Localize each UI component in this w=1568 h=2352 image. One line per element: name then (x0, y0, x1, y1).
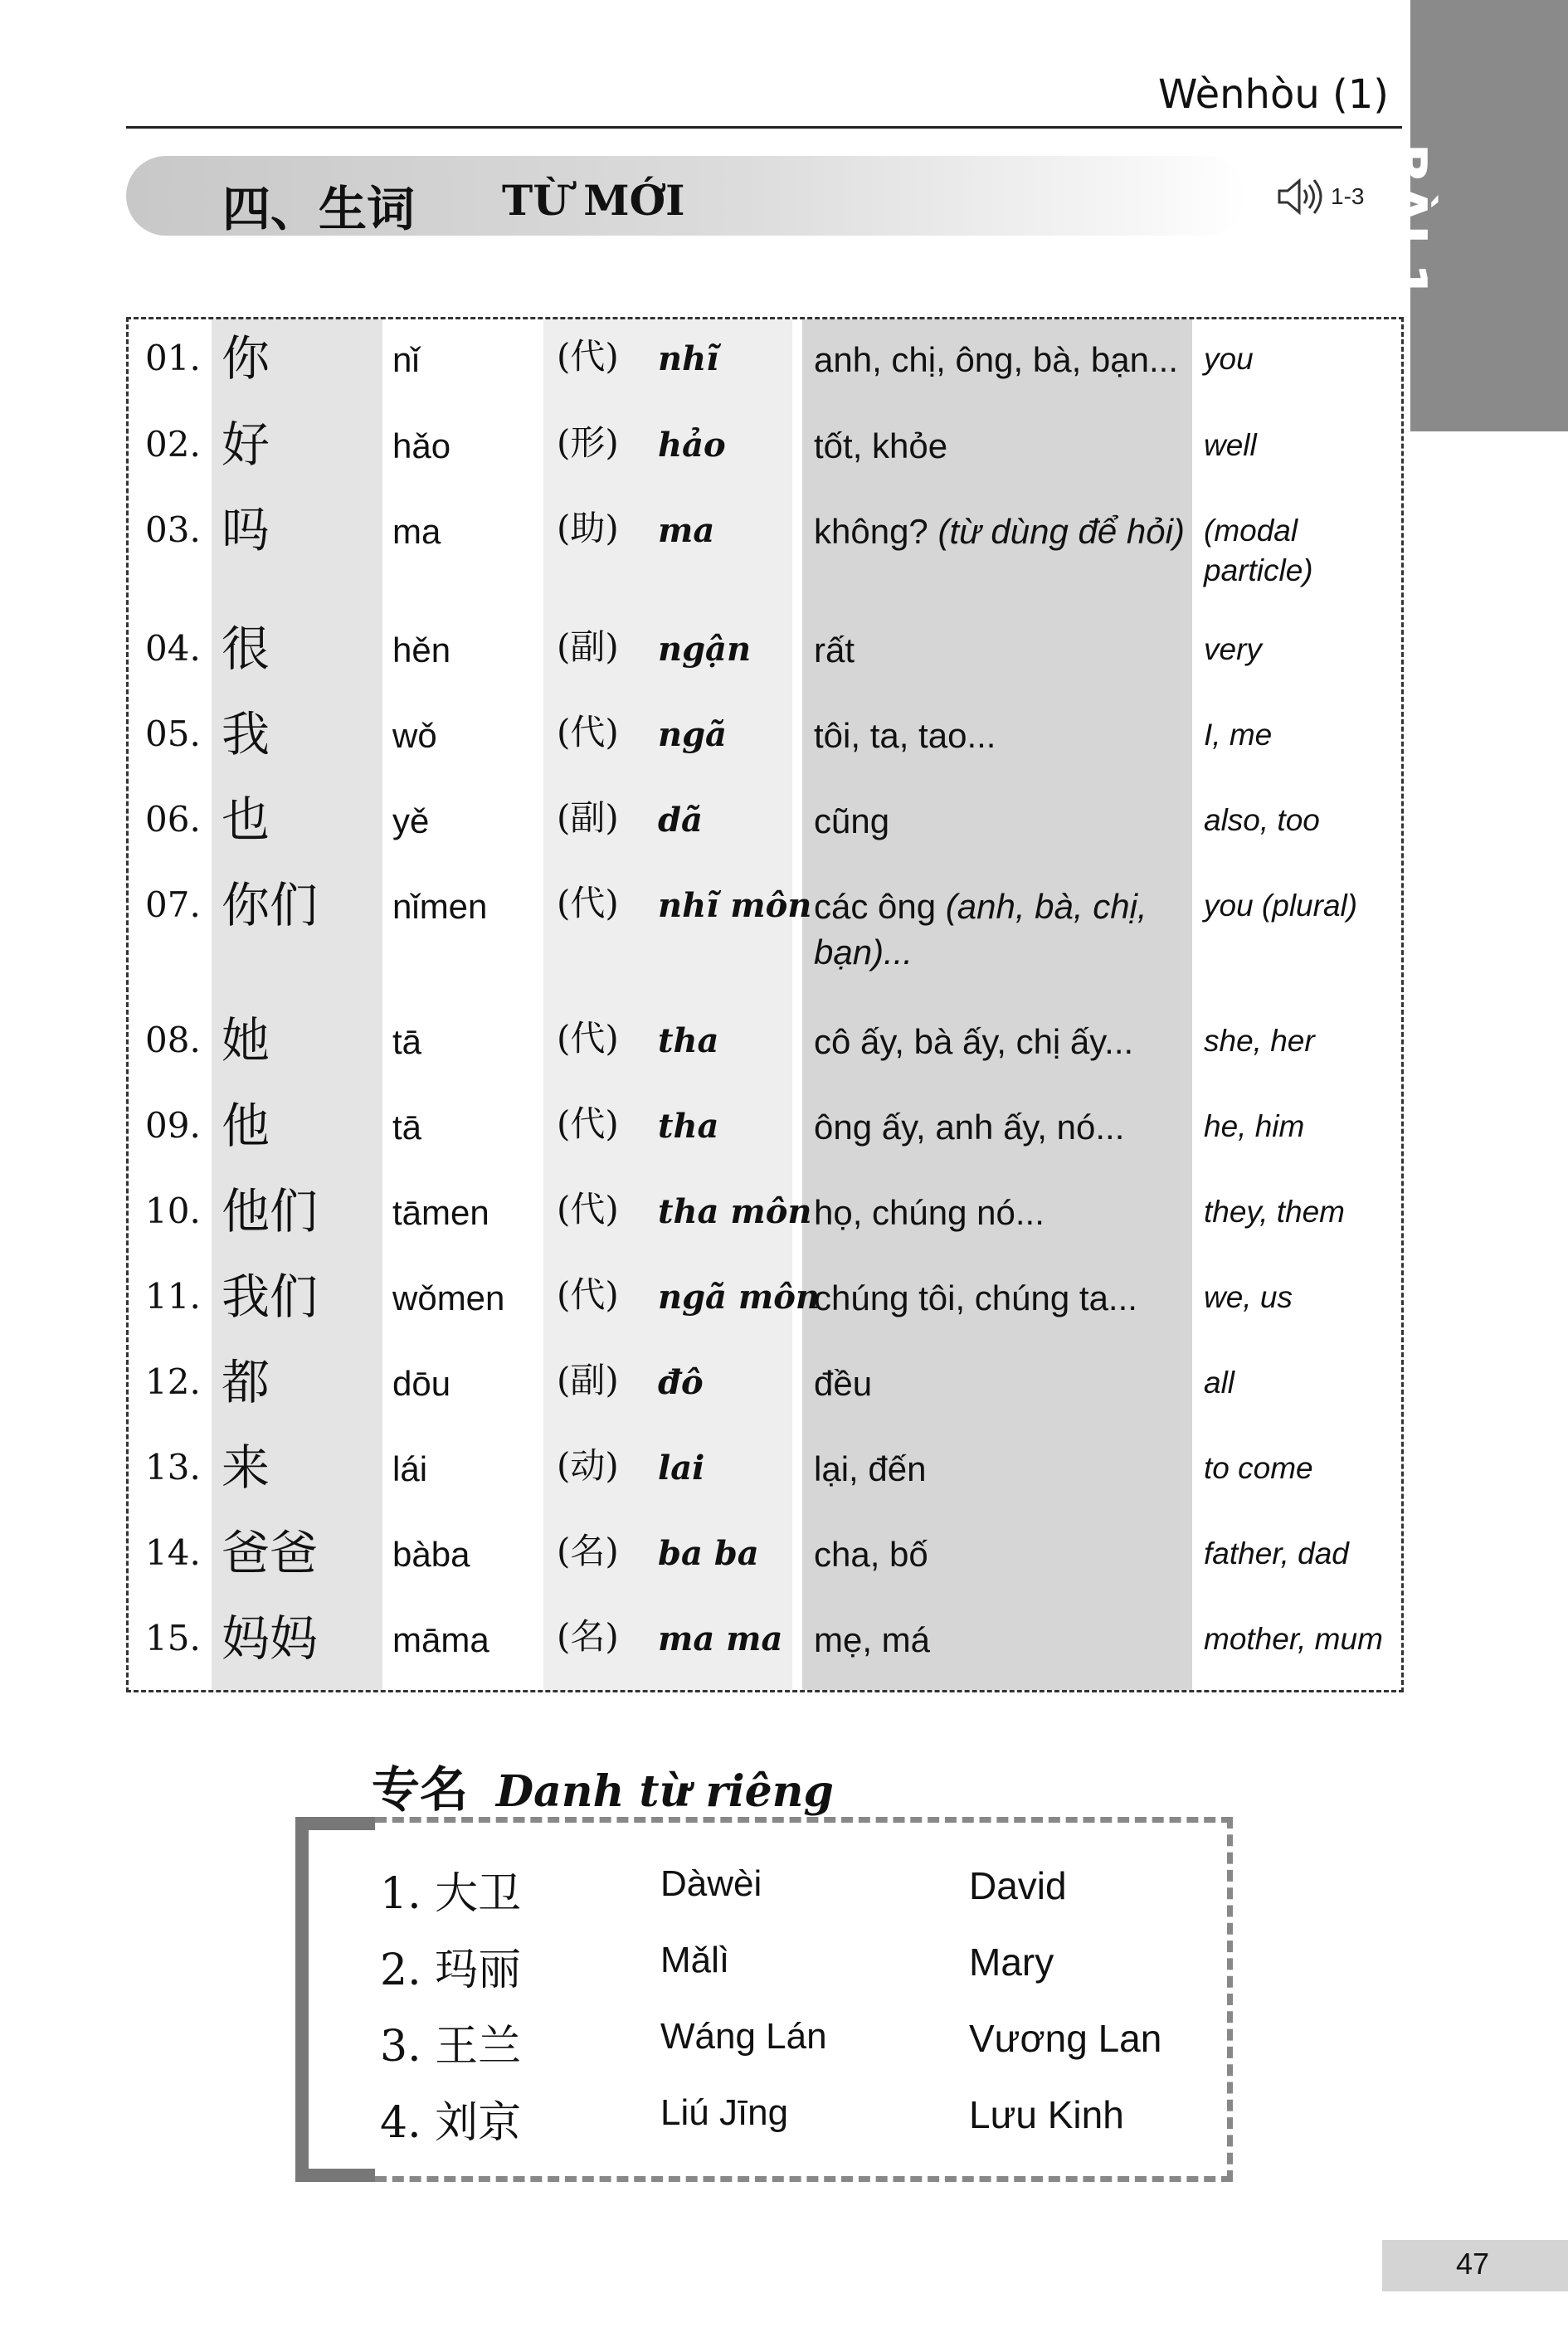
vocab-english: well (1204, 428, 1257, 462)
audio-track-number: 1-3 (1331, 183, 1365, 209)
vocab-hanviet: lai (658, 1449, 705, 1488)
vocab-part-of-speech: (名) (557, 1531, 619, 1571)
vocab-pinyin: tā (392, 1022, 422, 1061)
vocab-hanviet: dã (658, 801, 703, 840)
speaker-icon (1276, 176, 1322, 217)
vocab-vietnamese (814, 628, 1204, 674)
section-title-chinese: 四、生词 (222, 181, 416, 237)
vocab-part-of-speech: (副) (557, 1360, 619, 1400)
proper-name-hanzi: 3. 王兰 (380, 2022, 522, 2072)
vocab-vietnamese (814, 1618, 1204, 1663)
proper-names-title-vietnamese: Danh từ riêng (496, 1766, 834, 1817)
proper-names-title-chinese: 专名 (372, 1761, 469, 1818)
section-title-vietnamese: TỪ MỚI (502, 176, 685, 225)
vocab-hanzi: 你 (222, 330, 270, 387)
vocab-number: 05. (145, 713, 201, 754)
vocab-pinyin: nǐ (392, 340, 420, 379)
vocab-vietnamese-text: cô ấy, bà ấy, chị ấy... (814, 1022, 1134, 1061)
running-title: Wènhòu (1) (1157, 71, 1389, 118)
vocab-pinyin: bàba (392, 1535, 470, 1574)
lesson-tab-label: BÀI 1 (1376, 143, 1437, 300)
proper-name-row (295, 1935, 1233, 2011)
vocab-english: you (plural) (1204, 889, 1358, 923)
vocab-row (129, 1351, 1401, 1434)
vocab-hanzi: 你们 (222, 877, 319, 933)
vocab-number: 03. (145, 509, 201, 550)
proper-name-hanzi: 2. 玛丽 (380, 1945, 522, 1995)
vocab-hanzi: 他们 (222, 1183, 319, 1239)
vocab-vietnamese (814, 509, 1204, 555)
vocab-pinyin: yě (392, 801, 430, 840)
vocab-english: she, her (1204, 1024, 1315, 1058)
vocab-number: 15. (145, 1618, 201, 1658)
vocab-row (129, 874, 1401, 1007)
vocab-hanzi: 我们 (222, 1269, 319, 1325)
vocab-vietnamese (814, 1532, 1204, 1578)
vocab-vietnamese-text: chúng tôi, chúng ta... (814, 1278, 1137, 1317)
vocab-hanzi: 很 (222, 621, 270, 677)
vocab-english: you (1204, 342, 1254, 376)
vocab-number: 04. (145, 628, 201, 669)
vocab-row (129, 618, 1401, 701)
vocab-english: also, too (1204, 803, 1320, 837)
vocab-hanviet: ma (658, 511, 715, 550)
vocab-english: they, them (1204, 1195, 1346, 1229)
vocab-row (129, 499, 1401, 616)
vocab-vietnamese (814, 1105, 1204, 1151)
vocab-english: we, us (1204, 1280, 1293, 1314)
proper-name-pinyin: Dàwèi (660, 1863, 762, 1904)
vocab-vietnamese-note: (từ dùng để hỏi) (937, 512, 1185, 551)
proper-name-row (295, 2011, 1233, 2087)
vocab-part-of-speech: (名) (557, 1616, 619, 1657)
vocab-number: 08. (145, 1020, 201, 1060)
vocab-hanviet: đô (658, 1363, 704, 1402)
vocab-part-of-speech: (代) (557, 1018, 619, 1059)
proper-name-pinyin: Wáng Lán (660, 2016, 827, 2057)
vocab-row (129, 1608, 1401, 1691)
vocab-vietnamese (814, 1361, 1204, 1407)
vocab-row (129, 1522, 1401, 1605)
vocab-hanzi: 妈妈 (222, 1610, 319, 1667)
vocab-vietnamese (814, 338, 1204, 383)
header-rule (126, 126, 1402, 129)
vocab-part-of-speech: (代) (557, 1274, 619, 1315)
proper-name-row (295, 2087, 1233, 2164)
proper-name-hanzi: 1. 大卫 (380, 1869, 522, 1919)
vocab-pinyin: tāmen (392, 1193, 489, 1232)
proper-name-row (295, 1858, 1233, 1935)
vocab-vietnamese-text: mẹ, má (814, 1620, 931, 1659)
vocab-hanzi: 他 (222, 1098, 270, 1154)
vocab-vietnamese-note-line2: bạn)... (814, 932, 913, 971)
audio-track-button[interactable] (1276, 176, 1364, 217)
vocab-english: mother, mum (1204, 1622, 1383, 1656)
vocab-vietnamese-text: cha, bố (814, 1535, 928, 1574)
vocab-row (129, 789, 1401, 872)
vocab-hanviet: tha (658, 1021, 719, 1060)
vocab-vietnamese (814, 713, 1204, 759)
vocab-english: very (1204, 632, 1262, 666)
vocab-vietnamese-text: ông ấy, anh ấy, nó... (814, 1108, 1125, 1147)
vocab-vietnamese (814, 799, 1204, 845)
vocab-vietnamese (814, 1447, 1204, 1493)
vocab-english: father, dad (1204, 1536, 1349, 1570)
vocab-number: 06. (145, 799, 201, 840)
vocab-part-of-speech: (代) (557, 1189, 619, 1230)
vocab-row (129, 1010, 1401, 1093)
vocab-hanviet: ngã môn (658, 1278, 820, 1317)
vocab-vietnamese (814, 424, 1204, 470)
vocab-vietnamese-text: không? (814, 512, 928, 551)
vocab-vietnamese (814, 1191, 1204, 1236)
vocab-vietnamese-text: tốt, khỏe (814, 426, 948, 465)
vocab-row (129, 414, 1401, 497)
vocab-hanviet: ba ba (658, 1534, 759, 1573)
proper-names-heading (372, 1751, 834, 1820)
vocab-part-of-speech: (代) (557, 1103, 619, 1144)
vocabulary-table (126, 317, 1404, 1692)
vocab-part-of-speech: (助) (557, 508, 619, 548)
vocab-english: I, me (1204, 718, 1273, 752)
vocab-vietnamese-text: đều (814, 1364, 873, 1403)
vocab-hanzi: 好 (222, 416, 270, 473)
vocab-english: he, him (1204, 1109, 1305, 1143)
vocab-vietnamese-text: họ, chúng nó... (814, 1193, 1045, 1232)
vocab-vietnamese-text: tôi, ta, tao... (814, 716, 996, 755)
vocab-english: (modal particle) (1204, 514, 1313, 588)
vocab-hanviet: tha (658, 1107, 719, 1146)
vocab-part-of-speech: (代) (557, 712, 619, 752)
vocab-hanzi: 我 (222, 706, 270, 762)
vocab-hanviet: nhĩ (658, 339, 719, 378)
vocab-pinyin: māma (392, 1620, 489, 1659)
vocab-hanzi: 吗 (222, 502, 270, 558)
vocab-vietnamese-text: cũng (814, 801, 890, 840)
vocab-vietnamese (814, 884, 1204, 975)
vocab-pinyin: lái (392, 1449, 428, 1488)
vocab-pinyin: ma (392, 512, 441, 551)
vocab-number: 10. (145, 1191, 201, 1231)
vocab-pinyin: wǒmen (392, 1278, 505, 1317)
vocab-vietnamese (814, 1020, 1204, 1065)
vocab-hanviet: ma ma (658, 1619, 783, 1658)
proper-name-pinyin: Liú Jīng (660, 2092, 789, 2133)
proper-name-translation: Lưu Kinh (969, 2093, 1124, 2136)
vocab-row (129, 704, 1401, 786)
vocab-number: 09. (145, 1105, 201, 1146)
vocab-hanzi: 来 (222, 1439, 270, 1496)
vocab-english: to come (1204, 1451, 1313, 1485)
vocab-pinyin: nǐmen (392, 887, 488, 926)
vocab-hanviet: ngã (658, 715, 727, 754)
vocab-hanzi: 都 (222, 1354, 270, 1410)
proper-name-translation: Mary (969, 1941, 1054, 1984)
vocab-hanzi: 她 (222, 1012, 270, 1069)
vocab-english: all (1204, 1366, 1235, 1400)
vocab-part-of-speech: (代) (557, 336, 619, 377)
vocab-number: 13. (145, 1447, 201, 1488)
vocab-row (129, 1181, 1401, 1264)
proper-name-pinyin: Mǎlì (660, 1940, 730, 1980)
vocab-pinyin: dōu (392, 1364, 451, 1403)
vocab-number: 01. (145, 338, 201, 378)
vocab-number: 14. (145, 1532, 201, 1573)
proper-name-translation: Vương Lan (969, 2017, 1162, 2060)
vocab-row (129, 1266, 1401, 1349)
page-number: 47 (1455, 2247, 1489, 2281)
vocab-row (129, 328, 1401, 411)
vocab-row (129, 1095, 1401, 1178)
vocab-hanviet: hảo (658, 426, 726, 465)
vocab-hanviet: ngận (658, 630, 752, 669)
proper-name-hanzi: 4. 刘京 (380, 2098, 522, 2148)
vocab-part-of-speech: (代) (557, 883, 619, 923)
vocab-pinyin: hǎo (392, 426, 451, 465)
vocab-number: 11. (145, 1276, 201, 1317)
vocab-part-of-speech: (副) (557, 626, 619, 667)
lesson-side-tab (1376, 0, 1568, 431)
vocab-part-of-speech: (动) (557, 1445, 619, 1486)
vocab-pinyin: tā (392, 1108, 422, 1147)
vocab-number: 07. (145, 884, 201, 925)
vocab-pinyin: hěn (392, 631, 451, 670)
vocab-vietnamese (814, 1276, 1204, 1322)
vocab-hanzi: 爸爸 (222, 1525, 319, 1581)
vocab-vietnamese-note: (anh, bà, chị, (945, 887, 1147, 926)
vocab-number: 02. (145, 424, 201, 465)
vocab-vietnamese-text: anh, chị, ông, bà, bạn... (814, 340, 1178, 379)
vocab-hanzi: 也 (222, 791, 270, 848)
vocab-pinyin: wǒ (392, 716, 437, 755)
vocab-row (129, 1437, 1401, 1520)
vocab-number: 12. (145, 1361, 201, 1402)
vocab-part-of-speech: (形) (557, 422, 619, 463)
vocab-hanviet: nhĩ môn (658, 886, 812, 925)
vocab-hanviet: tha môn (658, 1192, 812, 1231)
vocab-vietnamese-text: các ông (814, 887, 937, 926)
vocab-vietnamese-text: lại, đến (814, 1449, 927, 1488)
proper-names-box (295, 1817, 1233, 2182)
proper-name-translation: David (969, 1864, 1067, 1907)
vocab-part-of-speech: (副) (557, 797, 619, 838)
vocab-vietnamese-text: rất (814, 631, 855, 670)
